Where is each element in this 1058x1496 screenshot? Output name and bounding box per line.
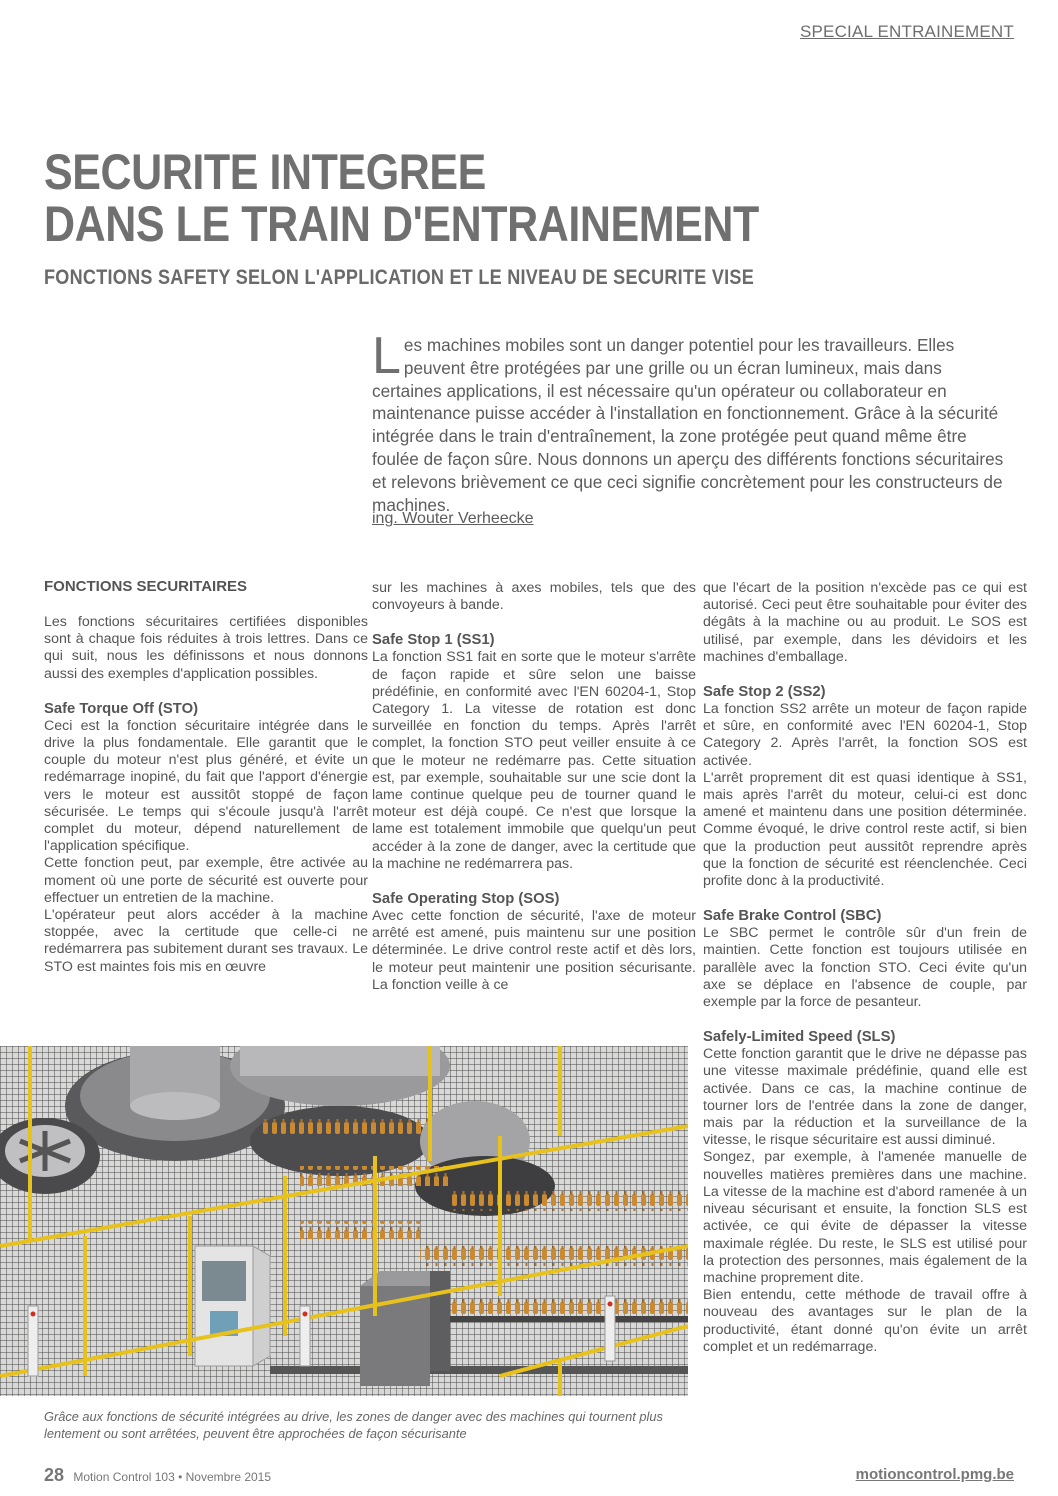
title-line-2: DANS LE TRAIN D'ENTRAINEMENT	[44, 196, 759, 252]
article-title	[44, 146, 759, 250]
sbc-paragraph: Le SBC permet le contrôle sûr d'un frein de maintien. Cette fonction est toujours utilisée en parallèle avec la fonction STO. Ceci évite qu'un axe se déplace en l'absence de couple, par exemple par la force de pesanteur.	[703, 925, 1027, 1011]
sto-paragraph-1: Ceci est la fonction sécuritaire intégrée dans le drive la plus fondamentale. Elle garantit que le couple du moteur n'est plus généré, et évite un redémarrage inopiné, du fait que l'apport d'énergie vers le moteur est aussitôt stoppé de façon sécurisée. Le temps qui s'écoule jusqu'à l'arrêt complet du moteur, dépend naturellement de l'application spécifique.	[44, 717, 368, 855]
ss2-paragraph-2: L'arrêt proprement dit est quasi identique à SS1, mais après l'arrêt du moteur, celui-ci est donc amené et maintenu dans une position déterminée. Comme évoqué, le drive control reste actif, si bien que la production peut aussitôt reprendre après que la fonction de sécurité est réenclenchée. Ceci profite donc à la productivité.	[703, 769, 1027, 890]
column-3	[703, 580, 1027, 1356]
section-tag: SPECIAL ENTRAINEMENT	[799, 22, 1014, 41]
sls-paragraph-3: Bien entendu, cette méthode de travail offre à nouveau des avantages sur le plan de la productivité, étant donné qu'on évite un arrêt complet et un redémarrage.	[703, 1287, 1027, 1355]
figure-caption: Grâce aux fonctions de sécurité intégrées au drive, les zones de danger avec des machines qui tournent plus lentement ou sont arrêtées, peuvent être approchées de façon sécurisante	[44, 1409, 663, 1441]
sto-heading: Safe Torque Off (STO)	[44, 700, 199, 717]
ss2-paragraph-1: La fonction SS2 arrête un moteur de façon rapide et sûre, en conformité avec l'EN 60204-1, Stop Category 2. Après l'arrêt, la fonction SOS est activée.	[703, 701, 1027, 769]
sto-paragraph-2: Cette fonction peut, par exemple, être activée au moment où une porte de sécurité est ouverte pour effectuer un entretien de la machine.	[44, 855, 368, 906]
lead-text: es machines mobiles sont un danger potentiel pour les travailleurs. Elles peuvent être protégées par une grille ou un écran lumineux, mais dans certaines applications, il est nécessaire qu'un opérateur ou collaborateur en maintenance puisse accéder à l'installation en fonctionnement. Grâce à la sécurité intégrée dans le train d'entraînement, la zone protégée peut quand même être foulée de façon sûre. Nous donnons un aperçu des différents fonctions sécuritaires et relevons brièvement ce que ceci signifie concrètement pour les constructeurs de machines.	[372, 335, 1004, 515]
drop-cap: L	[372, 327, 401, 385]
sos-continued: que l'écart de la position n'excède pas ce qui est autorisé. Ceci peut être souhaitable pour éviter des dégâts à la machine ou au produit. Le SOS est utilisé, par exemple, dans les dévidoirs et les machines d'emballage.	[703, 580, 1027, 665]
author-byline: ing. Wouter Verheecke	[372, 510, 534, 527]
website-link[interactable]: motioncontrol.pmg.be	[855, 1466, 1014, 1483]
control-cabinet	[195, 1246, 270, 1366]
sto-paragraph-3: L'opérateur peut alors accéder à la machine stoppée, avec la certitude que celle-ci ne redémarrera pas subitement durant ses travaux. Le STO est maintes fois mis en œuvre	[44, 907, 368, 975]
ss2-heading: Safe Stop 2 (SS2)	[703, 684, 826, 701]
page-number: 28	[44, 1465, 65, 1485]
intro-paragraph: Les fonctions sécuritaires certifiées disponibles sont à chaque fois réduites à trois lettres. Dans ce qui suit, nous les définissons et nous donnons aussi des exemples d'application possibles.	[44, 614, 368, 682]
article-subtitle: FONCTIONS SAFETY SELON L'APPLICATION ET LE NIVEAU DE SECURITE VISE	[44, 266, 755, 289]
title-line-1: SECURITE INTEGREE	[44, 144, 486, 200]
column-2	[372, 580, 696, 994]
sls-heading: Safely-Limited Speed (SLS)	[703, 1029, 896, 1046]
factory-illustration	[0, 1046, 688, 1396]
sto-continued: sur les machines à axes mobiles, tels que des convoyeurs à bande.	[372, 580, 696, 614]
footer-info	[44, 1465, 271, 1486]
section-heading: FONCTIONS SECURITAIRES	[44, 578, 248, 595]
sos-heading: Safe Operating Stop (SOS)	[372, 891, 560, 908]
publication-info: Motion Control 103 • Novembre 2015	[73, 1470, 272, 1484]
bottling-line-image	[0, 1046, 688, 1396]
sbc-heading: Safe Brake Control (SBC)	[703, 908, 882, 925]
sos-paragraph: Avec cette fonction de sécurité, l'axe de moteur arrêté est amené, puis maintenu sur une position déterminée. Le drive control reste actif et dès lors, le moteur peut maintenir une position sécurisante. La fonction veille à ce	[372, 908, 696, 993]
column-1	[44, 578, 368, 976]
ss1-paragraph: La fonction SS1 fait en sorte que le moteur s'arrête de façon rapide et sûre selon une baisse prédéfinie, en conformité avec l'EN 60204-1, Stop Category 1. La vitesse de rotation est donc surveillée en fonction du temps. Après l'arrêt complet, la fonction STO peut veiller ensuite à ce que le moteur ne redémarre pas. Cette situation est, par exemple, souhaitable sur une scie dont la lame continue quelque peu de tourner quand le moteur est déjà coupé. Ce n'est que lorsque la lame est totalement immobile que quelqu'un peut accéder à la zone de danger, avec la certitude que la machine ne redémarrera pas.	[372, 649, 696, 872]
lead-paragraph	[372, 327, 1014, 516]
sls-paragraph-1: Cette fonction garantit que le drive ne dépasse pas une vitesse maximale prédéfinie, quand elle est activée. Dans ce cas, la machine continue de tourner lors de l'entrée dans la zone de danger, mais par la réduction et la surveillance de la vitesse, le risque sécuritaire est aussi diminué.	[703, 1046, 1027, 1149]
ss1-heading: Safe Stop 1 (SS1)	[372, 632, 495, 649]
sls-paragraph-2: Songez, par exemple, à l'amenée manuelle de nouvelles matières premières dans une machine. La vitesse de la machine est d'abord ramenée à un niveau sécurisant et ensuite, la fonction SLS est activée, ce qui évite de dépasser la vitesse maximale réglée. Du reste, le SLS est utilisé pour la protection des personnes, mais également de la machine proprement dite.	[703, 1149, 1027, 1286]
